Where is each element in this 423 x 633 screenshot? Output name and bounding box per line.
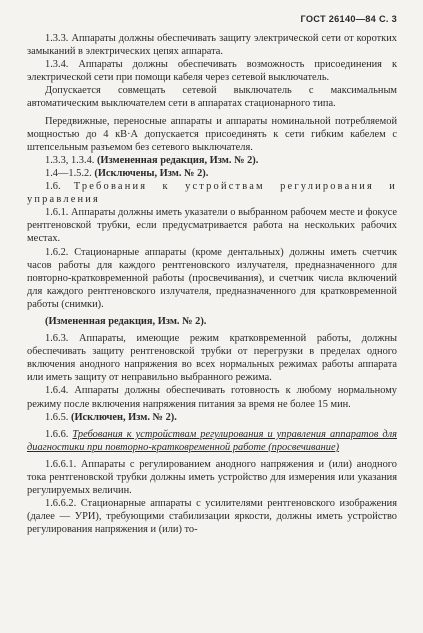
document-body bbox=[27, 32, 397, 536]
amendment-note: (Измененная редакция, Изм. № 2). bbox=[45, 315, 207, 327]
excluded-note: (Исключены, Изм. № 2). bbox=[94, 167, 209, 179]
amendment-ref: 1.3.3, 1.3.4. bbox=[45, 154, 97, 166]
amendment-note: (Измененная редакция, Изм. № 2). bbox=[96, 154, 259, 166]
paragraph-1-6-4: 1.6.4. Аппараты должны обеспечивать готовность к любому нормальному режиму после включения напряжения питания за время не более 15 мин. bbox=[27, 385, 397, 410]
excluded-ref: 1.6.5. bbox=[45, 411, 71, 423]
paragraph-excluded-1-4 bbox=[27, 167, 397, 180]
section-title: Требования к устройствам регулирования и управления bbox=[27, 181, 398, 206]
excluded-note: (Исключен, Изм. № 2). bbox=[70, 411, 177, 423]
page-header: ГОСТ 26140—84 С. 3 bbox=[300, 14, 397, 24]
paragraph-amendment-1-6-2 bbox=[27, 315, 397, 328]
paragraph-amendment-1-3 bbox=[27, 154, 397, 167]
paragraph-allowance-switch: Допускается совмещать сетевой выключатель с максимальным автоматическим выключателем сети в аппаратах стационарного типа. bbox=[27, 85, 397, 110]
paragraph-1-6-6-2: 1.6.6.2. Стационарные аппараты с усилителями рентгеновского изображения (далее — УРИ), требующими стабилизации яркости, должны иметь устройство регулирования напряжения и (или) то- bbox=[27, 498, 397, 536]
excluded-ref: 1.4—1.5.2. bbox=[45, 167, 95, 179]
paragraph-1-6-6-1: 1.6.6.1. Аппараты с регулированием анодного напряжения и (или) анодного тока рентгеновской трубки должны иметь устройство для измерения или указания регулируемых величин. bbox=[27, 458, 397, 497]
paragraph-1-6-1: 1.6.1. Аппараты должны иметь указатели о выбранном рабочем месте и фокусе рентгеновской трубки, если предусматривается работа на нескольких рабочих местах. bbox=[27, 207, 397, 245]
paragraph-1-3-4: 1.3.4. Аппараты должны обеспечивать возможность присоединения к электрической сети при помощи кабеля через сетевой выключатель. bbox=[27, 59, 397, 84]
paragraph-mobile-devices: Передвижные, переносные аппараты и аппараты номинальной потребляемой мощностью до 4 кВ·А допускается присоединять к сети гибким кабелем с штепсельным разъемом без сетевого выключателя. bbox=[27, 115, 397, 153]
paragraph-1-6-5 bbox=[27, 411, 397, 424]
section-heading-1-6-6 bbox=[27, 428, 397, 454]
paragraph-1-6-3: 1.6.3. Аппараты, имеющие режим кратковременной работы, должны обеспечивать защиту рентгеновской трубки от перегрузки в пределах одного включения анодного напряжения во всех нормальных режимах работы аппарата или иметь защиту от неправильно выбранного режима. bbox=[27, 333, 397, 384]
section-heading-1-6 bbox=[27, 180, 397, 206]
paragraph-1-6-2: 1.6.2. Стационарные аппараты (кроме дентальных) должны иметь счетчик часов работы для каждого рентгеновского излучателя, предназначенного для повторно-кратковременной работы (просвечивания), и счетчик числа включений для каждого рентгеновского излучателя, предназначенного для кратковременной работы (снимки). bbox=[27, 246, 397, 310]
paragraph-1-3-3: 1.3.3. Аппараты должны обеспечивать защиту электрической сети от коротких замыканий в электрических цепях аппарата. bbox=[27, 33, 397, 58]
section-number: 1.6.6. bbox=[45, 428, 73, 440]
section-title: Требования к устройствам регулирования и управления аппаратов для диагностики при повторно-кратковременной работе (просвечивание) bbox=[27, 428, 397, 453]
section-number: 1.6. bbox=[45, 181, 74, 193]
